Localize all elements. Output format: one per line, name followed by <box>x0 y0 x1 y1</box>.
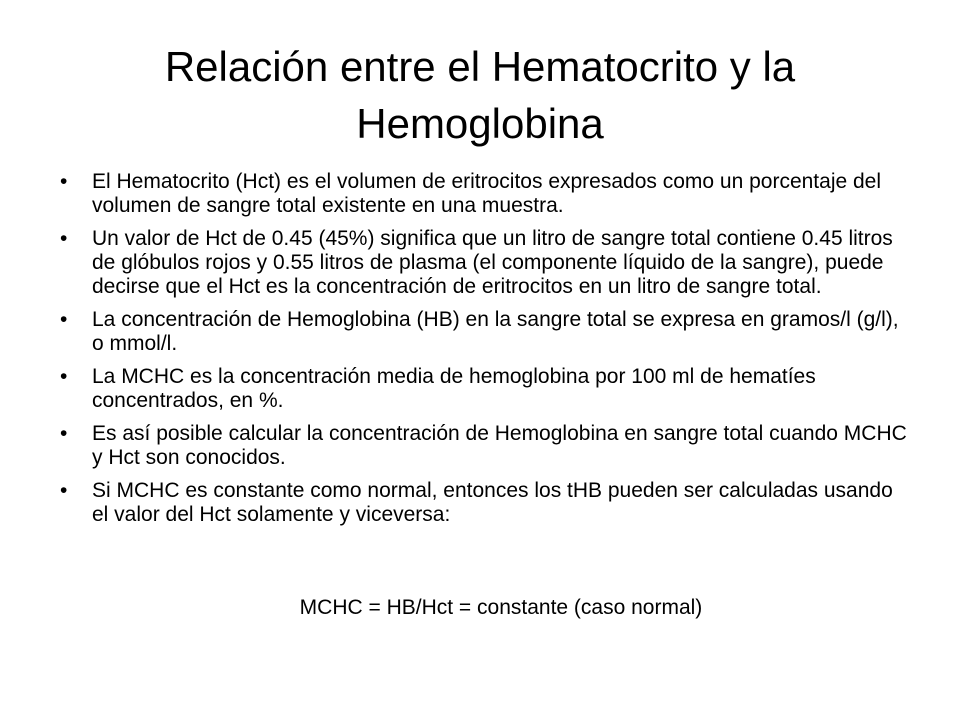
bullet-icon: • <box>60 479 68 502</box>
bullet-text: Es así posible calcular la concentración de Hemoglobina en sangre total cuando MCHC y Hct son conocidos. <box>92 422 907 469</box>
bullet-item <box>60 422 910 470</box>
bullet-item <box>60 227 910 299</box>
bullet-text: Si MCHC es constante como normal, entonces los tHB pueden ser calculadas usando el valor del Hct solamente y viceversa: <box>92 479 893 526</box>
bullet-item <box>60 365 910 413</box>
slide-title: Relación entre el Hematocrito y la Hemoglobina <box>164 43 796 147</box>
bullet-item <box>60 308 910 356</box>
bullet-text: Un valor de Hct de 0.45 (45%) significa que un litro de sangre total contiene 0.45 litros de glóbulos rojos y 0.55 litros de plasma (el componente líquido de la sangre), puede decirse que el Hct es la concentración de eritrocitos en un litro de sangre total. <box>92 227 893 298</box>
bullet-item <box>60 170 910 218</box>
bullet-icon: • <box>60 170 68 193</box>
bullet-icon: • <box>60 422 68 445</box>
bullet-text: La MCHC es la concentración media de hemoglobina por 100 ml de hematíes concentrados, en %. <box>92 365 816 412</box>
bullet-icon: • <box>60 365 68 388</box>
bullet-text: La concentración de Hemoglobina (HB) en la sangre total se expresa en gramos/l (g/l), o mmol/l. <box>92 308 899 355</box>
bullet-text: El Hematocrito (Hct) es el volumen de eritrocitos expresados como un porcentaje del volumen de sangre total existente en una muestra. <box>92 170 882 217</box>
bullet-item <box>60 479 910 527</box>
formula-text: MCHC = HB/Hct = constante (caso normal) <box>299 596 703 619</box>
bullet-icon: • <box>60 227 68 250</box>
bullet-icon: • <box>60 308 68 331</box>
bullet-list <box>60 170 910 536</box>
